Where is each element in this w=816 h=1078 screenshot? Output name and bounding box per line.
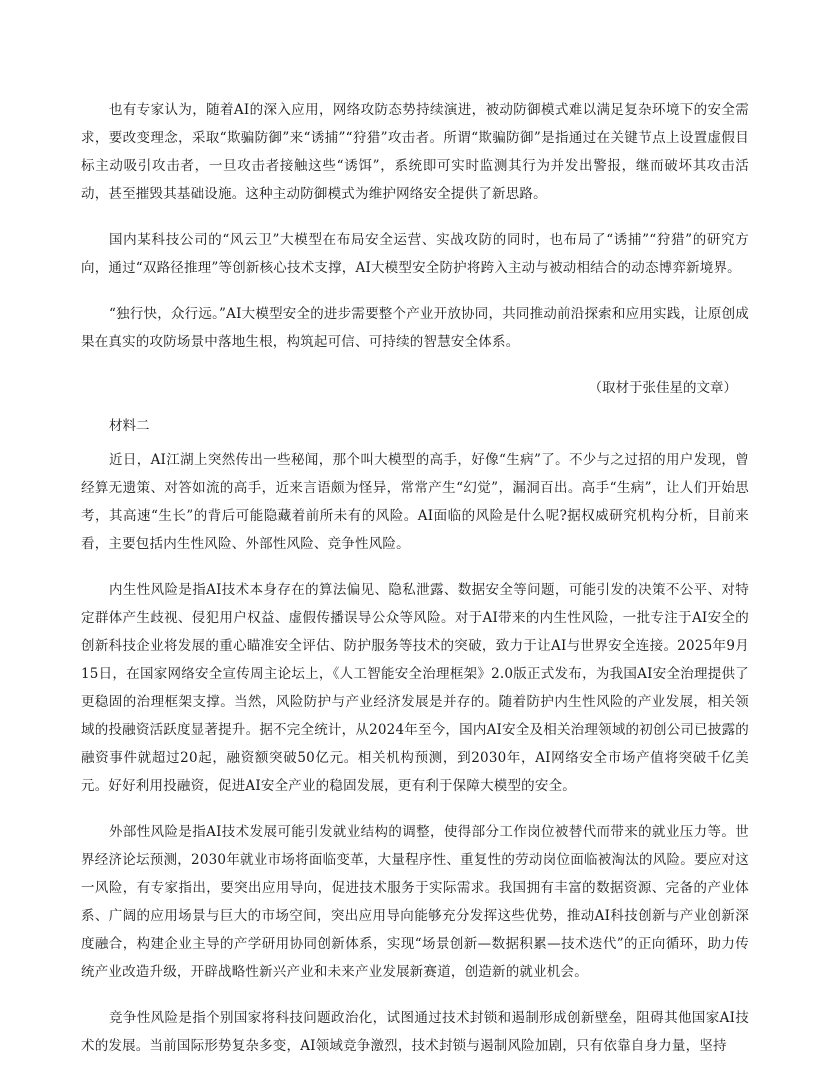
paragraph: 国内某科技公司的“风云卫”大模型在布局安全运营、实战攻防的同时，也布局了“诱捕”“狩猎”的研究方向，通过“双路径推理”等创新核心技术支撑，AI大模型安全防护将跨入主动与被动相结合的动态博弈新境界。	[81, 232, 749, 276]
paragraph: 内生性风险是指AI技术本身存在的算法偏见、隐私泄露、数据安全等问题，可能引发的决策不公平、对特定群体产生歧视、侵犯用户权益、虚假传播误导公众等风险。对于AI带来的内生性风险，一批专注于AI安全的创新科技企业将发展的重心瞄准安全评估、防护服务等技术的突破，致力于让AI与世界安全连接。2025年9月15日，在国家网络安全宣传周主论坛上，《人工智能安全治理框架》2.0版正式发布，为我国AI安全治理提供了更稳固的治理框架支撑。当然，风险防护与产业经济发展是并存的。随着防护内生性风险的产业发展，相关领域的投融资活跃度显著提升。据不完全统计，从2024年至今，国内AI安全及相关治理领域的初创公司已披露的融资事件就超过20起，融资额突破50亿元。相关机构预测，到2030年，AI网络安全市场产值将突破千亿美元。好好利用投融资，促进AI安全产业的稳固发展，更有利于保障大模型的安全。	[81, 582, 749, 794]
source-attribution: （取材于张佳星的文章）	[588, 380, 737, 396]
section-title: 材料二	[109, 418, 150, 434]
paragraph: 竞争性风险是指个别国家将科技问题政治化，试图通过技术封锁和遏制形成创新壁垒，阻碍其他国家AI技术的发展。当前国际形势复杂多变，AI领域竞争激烈，技术封锁与遏制风险加剧，只有依靠自身力量，坚持	[81, 1010, 749, 1054]
paragraph: 外部性风险是指AI技术发展可能引发就业结构的调整，使得部分工作岗位被替代而带来的就业压力等。世界经济论坛预测，2030年就业市场将面临变革，大量程序性、重复性的劳动岗位面临被淘汰的风险。要应对这一风险，有专家指出，要突出应用导向，促进技术服务于实际需求。我国拥有丰富的数据资源、完备的产业体系、广阔的应用场景与巨大的市场空间，突出应用导向能够充分发挥这些优势，推动AI科技创新与产业创新深度融合，构建企业主导的产学研用协同创新体系，实现“场景创新—数据积累—技术迭代”的正向循环，助力传统产业改造升级，开辟战略性新兴产业和未来产业发展新赛道，创造新的就业机会。	[81, 824, 749, 980]
paragraph: “独行快，众行远。”AI大模型安全的进步需要整个产业开放协同，共同推动前沿探索和应用实践，让原创成果在真实的攻防场景中落地生根，构筑起可信、可持续的智慧安全体系。	[81, 306, 749, 350]
document-body	[81, 96, 749, 1078]
paragraph: 也有专家认为，随着AI的深入应用，网络攻防态势持续演进，被动防御模式难以满足复杂环境下的安全需求，要改变理念，采取“欺骗防御”来“诱捕”“狩猎”攻击者。所谓“欺骗防御”是指通过在关键节点上设置虚假目标主动吸引攻击者，一旦攻击者接触这些“诱饵”，系统即可实时监测其行为并发出警报，继而破坏其攻击活动，甚至摧毁其基础设施。这种主动防御模式为维护网络安全提供了新思路。	[81, 102, 749, 202]
paragraph: 近日，AI江湖上突然传出一些秘闻，那个叫大模型的高手，好像“生病”了。不少与之过招的用户发现，曾经算无遗策、对答如流的高手，近来言语颇为怪异，常常产生“幻觉”，漏洞百出。高手“生病”，让人们开始思考，其高速“生长”的背后可能隐藏着前所未有的风险。AI面临的风险是什么呢?据权威研究机构分析，目前来看，主要包括内生性风险、外部性风险、竞争性风险。	[81, 452, 749, 552]
